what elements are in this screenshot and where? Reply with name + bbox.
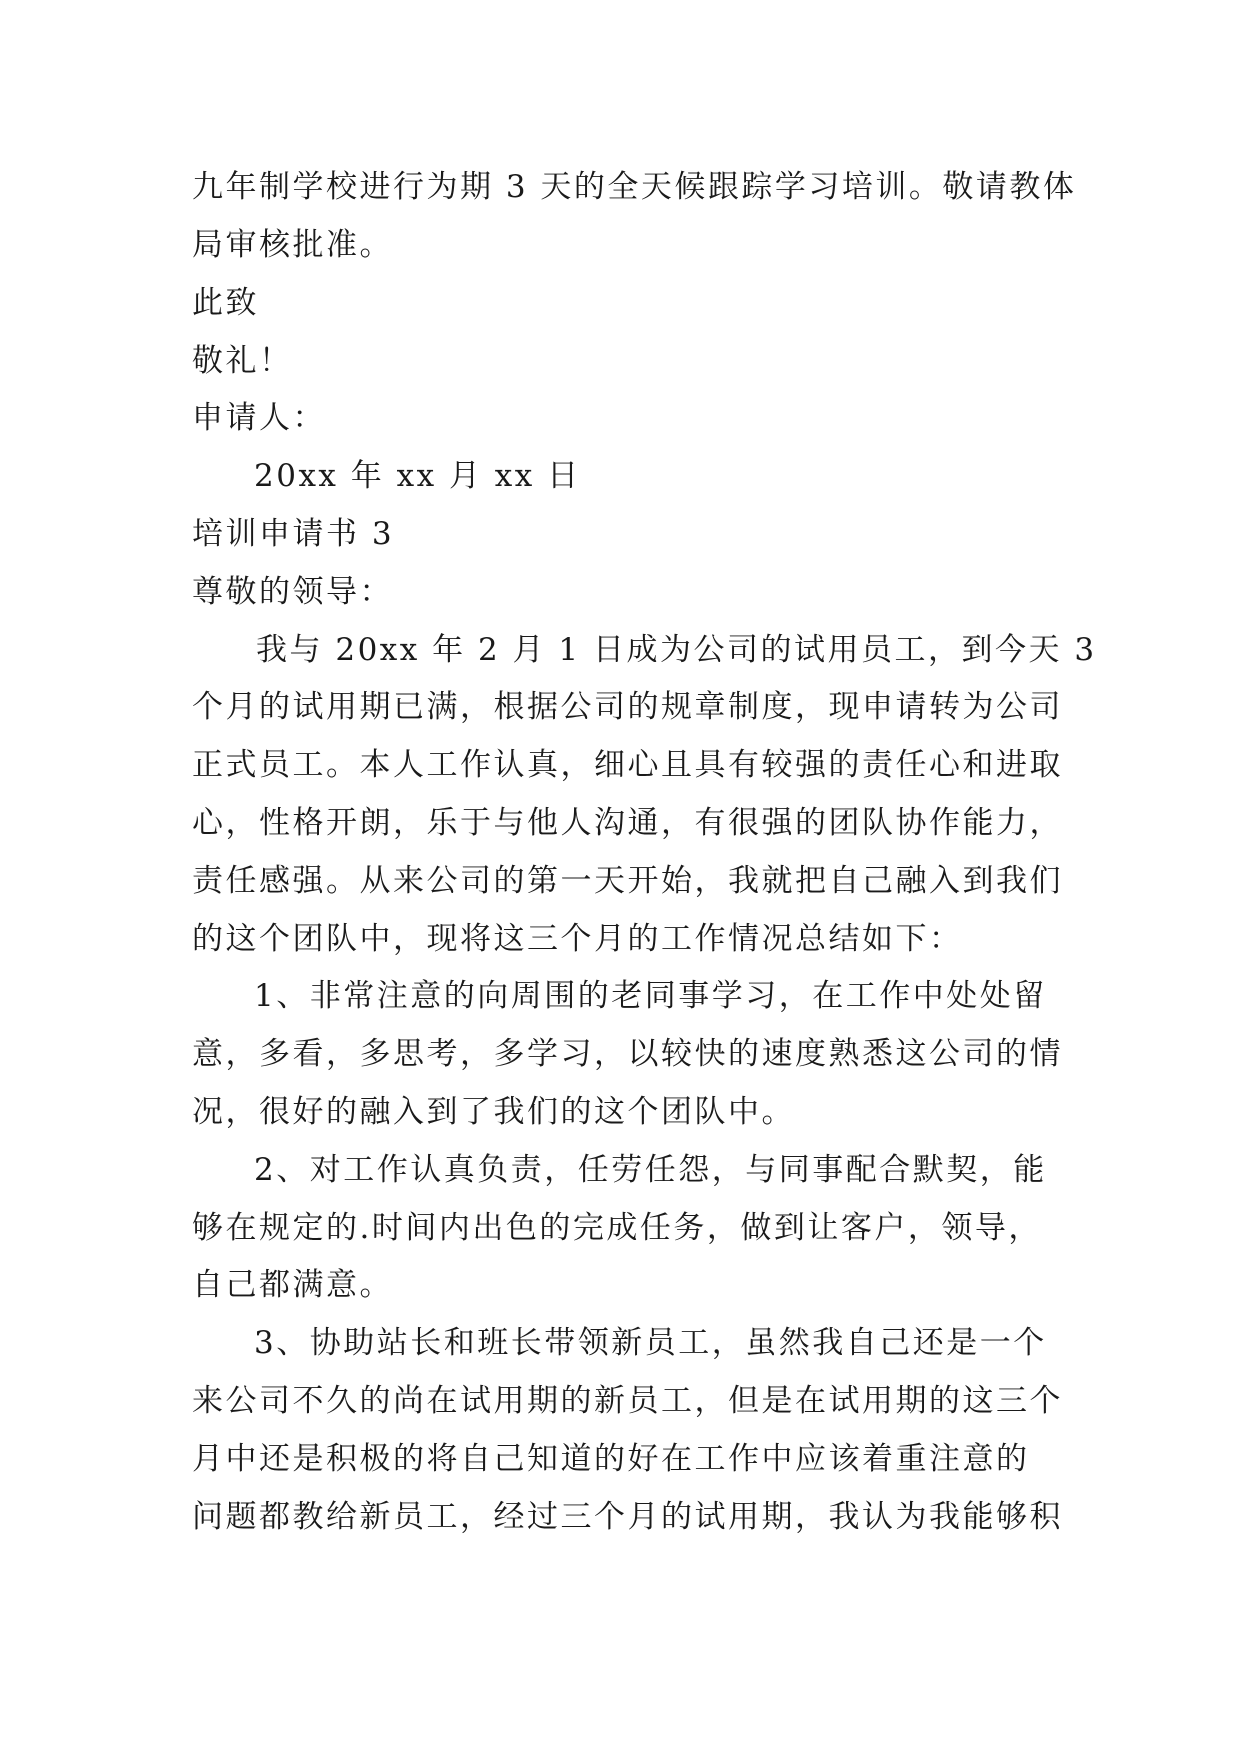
body-text-line: 正式员工。本人工作认真，细心且具有较强的责任心和进取	[192, 747, 1063, 783]
greeting: 尊敬的领导：	[192, 574, 393, 610]
list-item-line: 问题都教给新员工，经过三个月的试用期，我认为我能够积	[192, 1499, 1063, 1535]
closing-salutation: 此致	[192, 285, 259, 321]
list-item-line: 3、协助站长和班长带领新员工，虽然我自己还是一个	[254, 1325, 1047, 1361]
list-item-line: 自己都满意。	[192, 1267, 393, 1303]
list-item-line: 月中还是积极的将自己知道的好在工作中应该着重注意的	[192, 1441, 1030, 1477]
section-title: 培训申请书 3	[192, 516, 395, 552]
list-item-line: 意，多看，多思考，多学习，以较快的速度熟悉这公司的情	[192, 1036, 1063, 1072]
date-line: 20xx 年 xx 月 xx 日	[254, 458, 581, 494]
applicant-label: 申请人：	[192, 400, 326, 436]
body-text-line: 局审核批准。	[192, 227, 393, 263]
list-item-line: 况，很好的融入到了我们的这个团队中。	[192, 1094, 795, 1130]
body-text-line: 个月的试用期已满，根据公司的规章制度，现申请转为公司	[192, 689, 1063, 725]
body-text-line: 责任感强。从来公司的第一天开始，我就把自己融入到我们	[192, 863, 1063, 899]
list-item-line: 够在规定的.时间内出色的完成任务，做到让客户，领导，	[192, 1210, 1042, 1246]
list-item-line: 来公司不久的尚在试用期的新员工，但是在试用期的这三个	[192, 1383, 1063, 1419]
body-text-line: 的这个团队中，现将这三个月的工作情况总结如下：	[192, 921, 963, 957]
body-text-line: 心，性格开朗，乐于与他人沟通，有很强的团队协作能力，	[192, 805, 1063, 841]
body-text-line: 九年制学校进行为期 3 天的全天候跟踪学习培训。敬请教体	[192, 169, 1077, 205]
list-item-line: 2、对工作认真负责，任劳任怨，与同事配合默契，能	[254, 1152, 1047, 1188]
body-text-line: 我与 20xx 年 2 月 1 日成为公司的试用员工，到今天 3	[256, 632, 1097, 668]
closing-respect: 敬礼！	[192, 343, 293, 379]
list-item-line: 1、非常注意的向周围的老同事学习，在工作中处处留	[254, 978, 1047, 1014]
